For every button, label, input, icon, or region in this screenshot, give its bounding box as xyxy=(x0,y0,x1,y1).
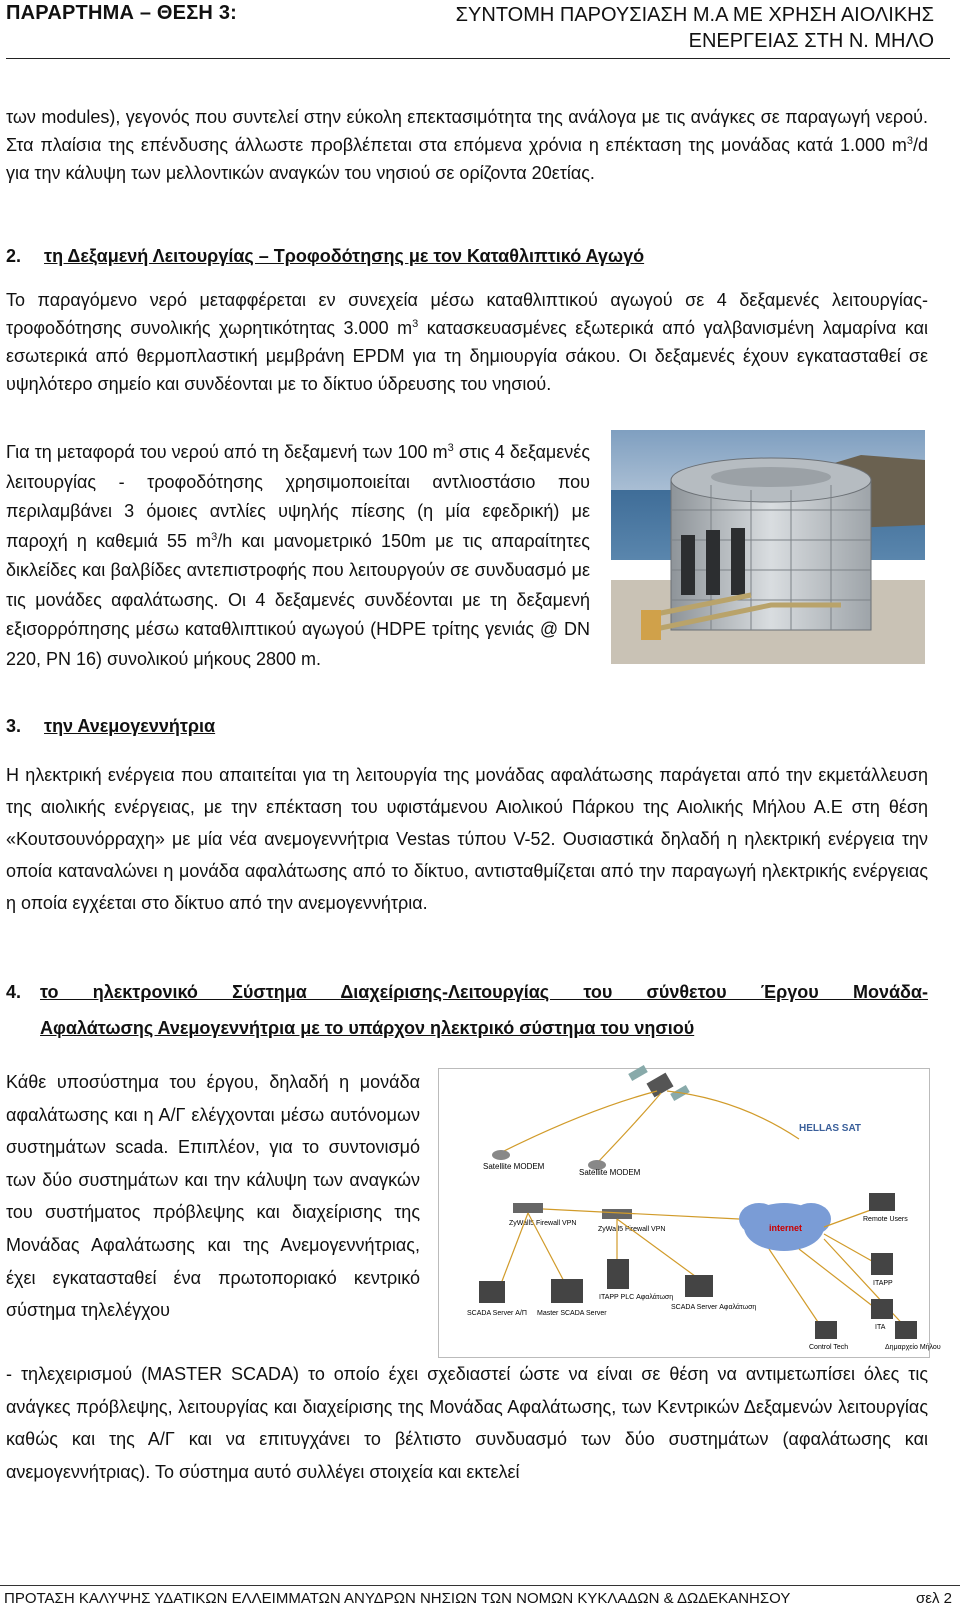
label-internet: internet xyxy=(769,1223,803,1233)
section-2-p2-a: Για τη μεταφορά του νερού από τη δεξαμενή των 100 m xyxy=(6,442,448,462)
section-2-number: 2. xyxy=(6,246,22,266)
label-firewall-2: ZyWall5 Firewall VPN xyxy=(598,1226,666,1233)
section-2-p2-sup2: 3 xyxy=(211,530,218,543)
section-4-heading xyxy=(6,978,928,1039)
section-3-number: 3. xyxy=(6,716,22,736)
section-2-paragraph-2 xyxy=(6,438,590,674)
section-4-number: 4. xyxy=(6,982,22,1002)
firewall-1-icon xyxy=(513,1203,543,1213)
intro-text-end: /d για την κάλυψη των μελλοντικών αναγκών του νησιού σε ορίζοντα 20ετίας. xyxy=(6,135,928,183)
section-3-heading xyxy=(6,716,215,737)
label-satellite-modem-2: Satellite MODEM xyxy=(579,1168,641,1177)
footer xyxy=(4,1590,952,1607)
label-firewall-1: ZyWall5 Firewall VPN xyxy=(509,1220,577,1227)
header-right-line2: ΕΝΕΡΓΕΙΑΣ ΣΤΗ Ν. ΜΗΛΟ xyxy=(688,30,934,52)
label-scada-server-2: SCADA Server Αφαλάτωση xyxy=(671,1304,757,1311)
section-2-p1-b: κατασκευασμένες εξωτερικά από γαλβανισμένη λαμαρίνα και εσωτερικά από θερμοπλαστική μεμβράνη EPDM για τη δημιουργία σάκου. Οι δεξαμενές έχουν εγκατασταθεί σε υψηλότερο σημείο και συνδέονται με το δίκτυο ύδρευσης του νησιού. xyxy=(6,318,928,394)
label-master-scada: Master SCADA Server xyxy=(537,1310,607,1317)
hellas-sat-logo: HELLAS SAT xyxy=(799,1123,862,1134)
tank-photo-drawing xyxy=(611,430,925,664)
section-4-paragraph-2: - τηλεχειρισμού (MASTER SCADA) το οποίο έχει σχεδιαστεί ώστε να είναι σε θέση να αντιμετωπίσει όλες τις ανάγκες πρόβλεψης, λειτουργίας και διαχείρισης της Μονάδας Αφαλάτωσης, των Κεντρικών Δεξαμενών λειτουργίας καθώς και της Α/Γ και να επιτυγχάνει το βέλτιστο συνδυασμό των δύο συστημάτων (αφαλάτωσης και ανεμογεννήτριας). Το σύστημα αυτό συλλέγει στοιχεία και εκτελεί xyxy=(6,1364,928,1482)
intro-sup: 3 xyxy=(906,135,913,147)
footer-divider xyxy=(0,1585,960,1586)
section-4-paragraph-1: Κάθε υποσύστημα του έργου, δηλαδή η μονάδα αφαλάτωσης και η Α/Γ ελέγχονται μέσω αυτόνομων συστημάτων scada. Επιπλέον, για το συντονισμό των δύο συστημάτων και την κάλυψη των αναγκών του συστήματος πρόβλεψης και διαχείρισης της Μονάδας Αφαλάτωσης και της Ανεμογεννήτριας, έχει εγκατασταθεί ένα πρωτοποριακό κεντρικό σύστημα τηλελέγχου xyxy=(6,1072,420,1321)
dish-1-icon xyxy=(492,1150,510,1160)
section-2-title: τη Δεξαμενή Λειτουργίας – Τροφοδότησης με τον Καταθλιπτικό Αγωγό xyxy=(44,246,645,266)
dimarxeio-icon xyxy=(895,1321,917,1339)
footer-title: ΠΡΟΤΑΣΗ ΚΑΛΥΨΗΣ ΥΔΑΤΙΚΩΝ ΕΛΛΕΙΜΜΑΤΩΝ ΑΝΥΔΡΩΝ ΝΗΣΙΩΝ ΤΩΝ ΝΟΜΩΝ ΚΥΚΛΑΔΩΝ & ΔΩΔΕΚΑΝΗΣΟΥ xyxy=(4,1590,791,1607)
page-number: σελ 2 xyxy=(916,1590,952,1607)
scada-network-drawing xyxy=(439,1069,941,1357)
section-2-p2-b: στις 4 δεξαμενές λειτουργίας - τροφοδότησης χρησιμοποιείται αντλιοστάσιο που περιλαμβάνει 3 όμοιες αντλίες υψηλής πίεσης (η μία εφεδρική) με παροχή η καθεμιά 55 m xyxy=(6,442,590,551)
section-4-title-line1: το ηλεκτρονικό Σύστημα Διαχείρισης-Λειτουργίας του σύνθετου Έργου Μονάδα- xyxy=(40,982,928,1002)
section-2-p2-c: /h και μανομετρικό 150m με τις απαραίτητες δικλείδες και βαλβίδες αντεπιστροφής που λειτουργούν σε συνδυασμό με τις μονάδες αφαλάτωσης. Οι 4 δεξαμενές συνδέονται με τη δεξαμενή εξισορρόπησης μέσω καταθλιπτικού αγωγού (HDPE τρίτης γενιάς @ DN 220, PN 16) συνολικού μήκους 2800 m. xyxy=(6,530,590,669)
intro-paragraph xyxy=(6,103,928,187)
label-plc: ITAPP PLC Αφαλάτωση xyxy=(599,1294,674,1301)
plc-icon xyxy=(607,1259,629,1289)
label-control-tech: Control Tech xyxy=(809,1344,849,1351)
section-4-title-line2: Αφαλάτωσης Ανεμογεννήτρια με το υπάρχον ηλεκτρικό σύστημα του νησιού xyxy=(40,1018,695,1038)
master-scada-icon xyxy=(551,1279,583,1303)
label-satellite-modem-1: Satellite MODEM xyxy=(483,1162,545,1171)
section-2-heading xyxy=(6,246,644,267)
ita-icon xyxy=(871,1299,893,1319)
scada-server-1-icon xyxy=(479,1281,505,1303)
section-2-p2-sup1: 3 xyxy=(447,442,454,454)
section-2-p1-sup: 3 xyxy=(412,318,419,330)
tank-photo xyxy=(611,430,925,664)
header-divider xyxy=(6,58,950,59)
firewall-2-icon xyxy=(602,1209,632,1219)
scada-server-2-icon xyxy=(685,1275,713,1297)
scada-network-diagram xyxy=(438,1068,941,1358)
itapp-icon xyxy=(871,1253,893,1275)
header-right-line1: ΣΥΝΤΟΜΗ ΠΑΡΟΥΣΙΑΣΗ Μ.Α ΜΕ ΧΡΗΣΗ ΑΙΟΛΙΚΗΣ xyxy=(455,4,934,26)
label-remote-users: Remote Users xyxy=(863,1216,908,1223)
label-dimarxeio: Δημαρχείο Μήλου xyxy=(885,1344,941,1351)
intro-text: των modules), γεγονός που συντελεί στην εύκολη επεκτασιμότητα της ανάλογα με τις ανάγκες σε παραγωγή νερού. Στα πλαίσια της επένδυσης άλλωστε προβλέπεται στα επόμενα χρόνια η επέκταση της μονάδας κατά 1.000 m xyxy=(6,107,928,155)
section-2-p1-a: Το παραγόμενο νερό μεταφφέρεται εν συνεχεία μέσω καταθλιπτικού αγωγού σε 4 δεξαμενές λειτουργίας-τροφοδότησης συνολικής χωρητικότητας 3.000 m xyxy=(6,290,928,338)
section-2-paragraph-1 xyxy=(6,286,928,398)
remote-users-icon xyxy=(869,1193,895,1211)
label-itapp: ITAPP xyxy=(873,1280,893,1287)
label-ita: ITA xyxy=(875,1324,886,1331)
header-right xyxy=(374,2,934,54)
section-3-paragraph: Η ηλεκτρική ενέργεια που απαιτείται για τη λειτουργία της μονάδας αφαλάτωσης παράγεται από την εκμετάλλευση της αιολικής ενέργειας, με την επέκταση του υφιστάμενου Αιολικού Πάρκου της Αιολικής Μήλου Α.Ε στη θέση «Κουτσουνόρραχη» με μία νέα ανεμογεννήτρια Vestas τύπου V-52. Ουσιαστικά δηλαδή η ηλεκτρική ενέργεια την οποία καταναλώνει η μονάδα αφαλάτωσης από το δίκτυο, αντισταθμίζεται από την παραγωγή ηλεκτρικής ενέργειας η οποία εγχέεται στο δίκτυο από την ανεμογεννήτρια. xyxy=(6,765,928,913)
control-tech-icon xyxy=(815,1321,837,1339)
header-left: ΠΑΡΑΡΤΗΜΑ – ΘΕΣΗ 3: xyxy=(6,2,238,24)
label-scada-server-1: SCADA Server Α/Π xyxy=(467,1310,527,1317)
section-3-title: την Ανεμογεννήτρια xyxy=(44,716,216,736)
